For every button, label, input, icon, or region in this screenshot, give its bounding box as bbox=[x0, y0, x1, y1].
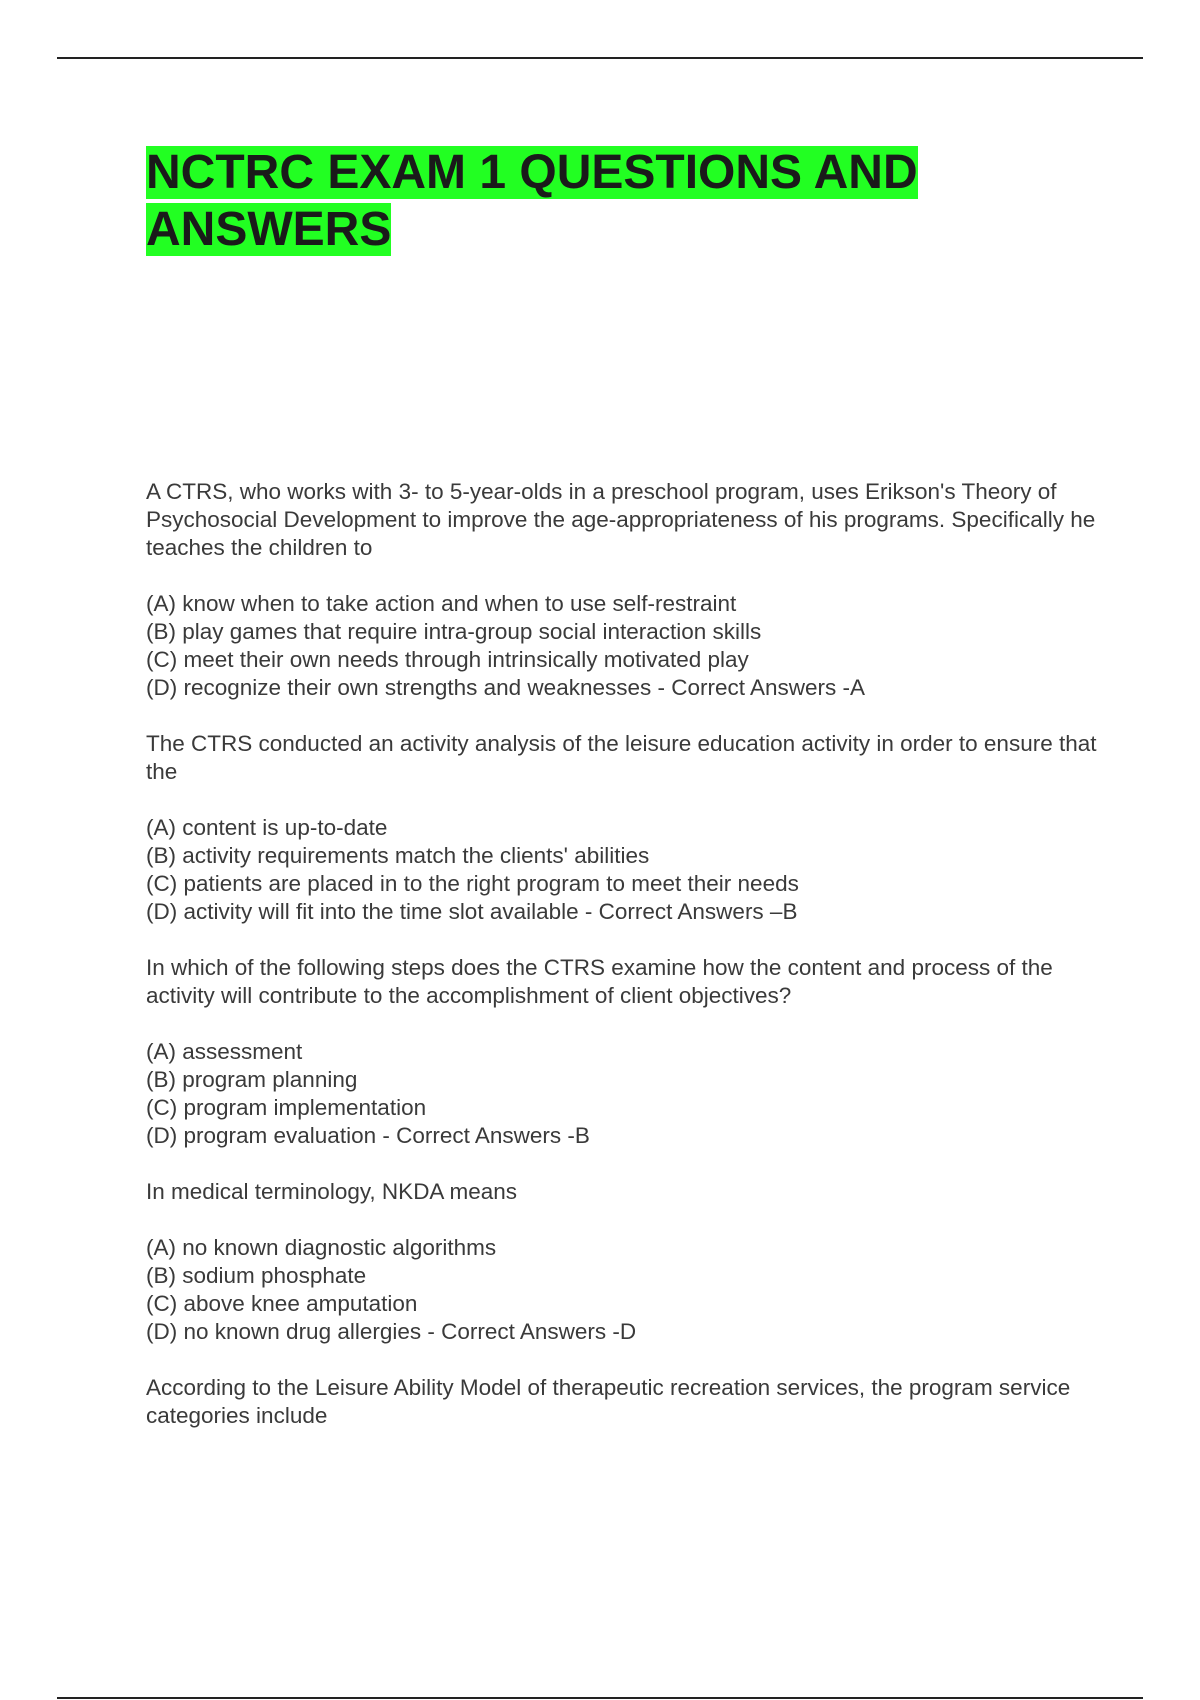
question-text: A CTRS, who works with 3- to 5-year-olds in a preschool program, uses Erikson's Theory of Psychosocial Development to improve the age-appropriateness of his programs. Specifically he teaches the children to bbox=[146, 479, 1096, 560]
question-block-2 bbox=[146, 730, 1106, 926]
option-c: (C) above knee amputation bbox=[146, 1291, 418, 1316]
option-d: (D) no known drug allergies - Correct Answers -D bbox=[146, 1319, 637, 1344]
question-text: In which of the following steps does the CTRS examine how the content and process of the activity will contribute to the accomplishment of client objectives? bbox=[146, 955, 1053, 1008]
option-d: (D) program evaluation - Correct Answers -B bbox=[146, 1123, 590, 1148]
answer-options bbox=[146, 590, 1106, 702]
question-text: The CTRS conducted an activity analysis of the leisure education activity in order to ensure that the bbox=[146, 731, 1097, 784]
option-b: (B) program planning bbox=[146, 1067, 358, 1092]
option-a: (A) assessment bbox=[146, 1039, 303, 1064]
answer-options bbox=[146, 1038, 1106, 1150]
title-highlight: NCTRC EXAM 1 QUESTIONS AND ANSWERS bbox=[146, 146, 918, 256]
option-a: (A) no known diagnostic algorithms bbox=[146, 1235, 497, 1260]
question-text: According to the Leisure Ability Model of therapeutic recreation services, the program service categories include bbox=[146, 1375, 1071, 1428]
option-b: (B) sodium phosphate bbox=[146, 1263, 367, 1288]
answer-options bbox=[146, 814, 1106, 926]
option-c: (C) program implementation bbox=[146, 1095, 427, 1120]
question-text: In medical terminology, NKDA means bbox=[146, 1179, 517, 1204]
option-a: (A) know when to take action and when to use self-restraint bbox=[146, 591, 737, 616]
question-list bbox=[146, 478, 1106, 1458]
question-block-4 bbox=[146, 1178, 1106, 1346]
bottom-rule bbox=[57, 1697, 1143, 1699]
option-d: (D) activity will fit into the time slot available - Correct Answers –B bbox=[146, 899, 798, 924]
option-b: (B) activity requirements match the clients' abilities bbox=[146, 843, 650, 868]
answer-options bbox=[146, 1234, 1106, 1346]
option-c: (C) patients are placed in to the right program to meet their needs bbox=[146, 871, 799, 896]
option-d: (D) recognize their own strengths and weaknesses - Correct Answers -A bbox=[146, 675, 866, 700]
option-b: (B) play games that require intra-group social interaction skills bbox=[146, 619, 762, 644]
option-c: (C) meet their own needs through intrinsically motivated play bbox=[146, 647, 749, 672]
question-block-5 bbox=[146, 1374, 1106, 1430]
question-block-3 bbox=[146, 954, 1106, 1150]
option-a: (A) content is up-to-date bbox=[146, 815, 388, 840]
question-block-1 bbox=[146, 478, 1106, 702]
page-title bbox=[146, 144, 1106, 258]
top-rule bbox=[57, 57, 1143, 59]
